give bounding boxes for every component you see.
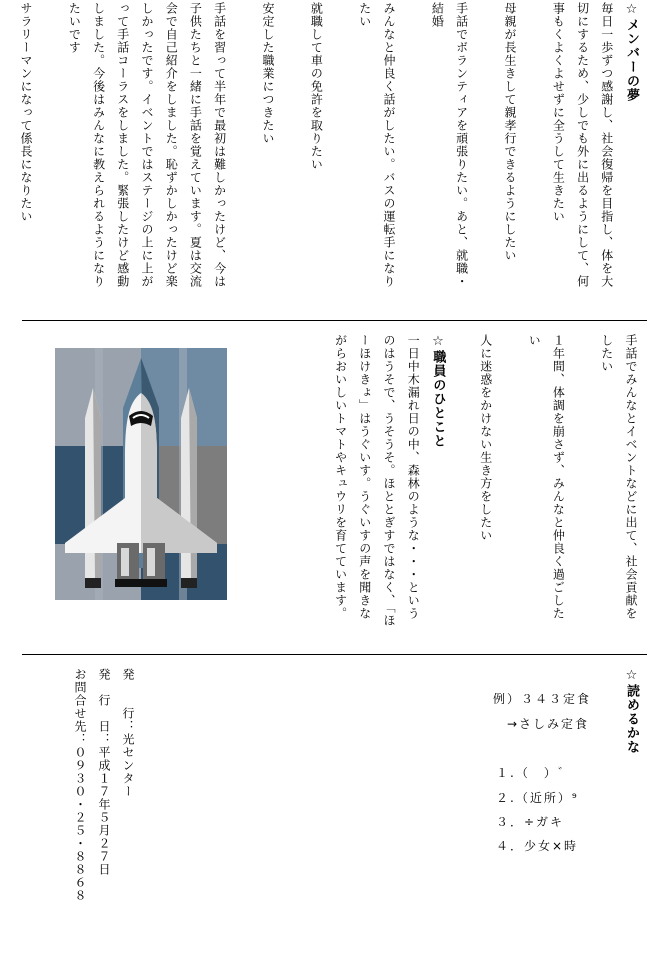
- member-dreams-heading: ☆メンバーの夢: [624, 2, 639, 102]
- member-dream-line: たい: [357, 2, 372, 28]
- member-dream-line: 手話でみんなとイベントなどに出て、社会貢献を: [624, 334, 638, 620]
- member-dream-line: 会で自己紹介をしました。恥ずかしかったけど楽: [164, 2, 179, 288]
- member-dream-line: 人に迷惑をかけない生き方をしたい: [478, 334, 493, 542]
- staff-comment-line: ーほけきょ」はうぐいす。うぐいすの声を聞きな: [357, 334, 372, 620]
- member-dream-line: １年間、体調を崩さず、みんなと仲良く過ごした: [551, 334, 566, 620]
- staff-comment-heading: ☆職員のひとこと: [430, 334, 446, 448]
- staff-comment-line: のはうそで、うそうそ。ほととぎすではなく、「ほ: [382, 334, 396, 627]
- member-dream-line: い: [527, 334, 542, 347]
- member-dream-line: 子供たちと一緒に手話を覚えています。夏は交流: [188, 2, 203, 288]
- member-dream-line: たいです: [67, 2, 82, 54]
- staff-comment-line: 一日中木漏れ日の中、森林のような・・・という: [406, 334, 421, 620]
- quiz-item-2: ２.（近所）⁹: [496, 791, 579, 805]
- member-dream-line: みんなと仲良く話がしたい。バスの運転手になり: [382, 2, 396, 288]
- member-dream-line: 切にするため、少しでも外に出るようにして、何: [575, 2, 590, 288]
- member-dream-line: 就職して車の免許を取りたい: [309, 2, 324, 171]
- member-dream-line: って手話コーラスをしました。緊張したけど感動: [115, 2, 130, 288]
- member-dream-line: 手話を習って半年で最初は難しかったけど、今は: [212, 2, 227, 288]
- member-dream-line: しました。今後はみんなに教えられるようになり: [91, 2, 106, 288]
- publisher-line: 発 行：光センター: [121, 668, 135, 798]
- member-dream-line: 安定した職業につきたい: [261, 2, 275, 145]
- member-dream-line: 手話でボランティアを頑張りたい。あと、就職・: [454, 2, 469, 288]
- quiz-heading: ☆読めるかな: [624, 668, 639, 754]
- member-dream-line: 毎日一歩ずつ感謝し、社会復帰を目指し、体を大: [599, 2, 614, 288]
- quiz-item-4: ４．少女×時: [496, 839, 579, 853]
- member-dream-line: 結婚: [430, 2, 445, 28]
- staff-comment-line: がらおいしいトマトやキュウリを育てています。: [333, 334, 348, 620]
- contact-line: お問合せ先：０９３０・２５・８８６８: [73, 668, 87, 902]
- member-dream-line: しかったです。イベントではステージの上に上が: [140, 2, 154, 288]
- member-dream-line: サラリーマンになって係長になりたい: [19, 2, 33, 223]
- divider-bottom: [22, 654, 647, 655]
- divider-top: [22, 320, 647, 321]
- member-dream-line: 母親が長生きして親孝行できるようにしたい: [503, 2, 517, 262]
- publish-date-line: 発 行 日：平成１７年５月２７日: [97, 668, 111, 876]
- member-dream-line: したい: [599, 334, 614, 373]
- space-shuttle-illustration: [55, 348, 227, 600]
- quiz-example-answer: →さしみ定食: [507, 717, 590, 731]
- quiz-example-question: 例）３４３定食: [493, 692, 592, 706]
- member-dream-line: 事もくよくよせずに全うして生きたい: [551, 2, 566, 223]
- quiz-item-1: １.（ ）゛: [496, 766, 572, 780]
- quiz-item-3: ３．÷ガキ: [496, 815, 565, 829]
